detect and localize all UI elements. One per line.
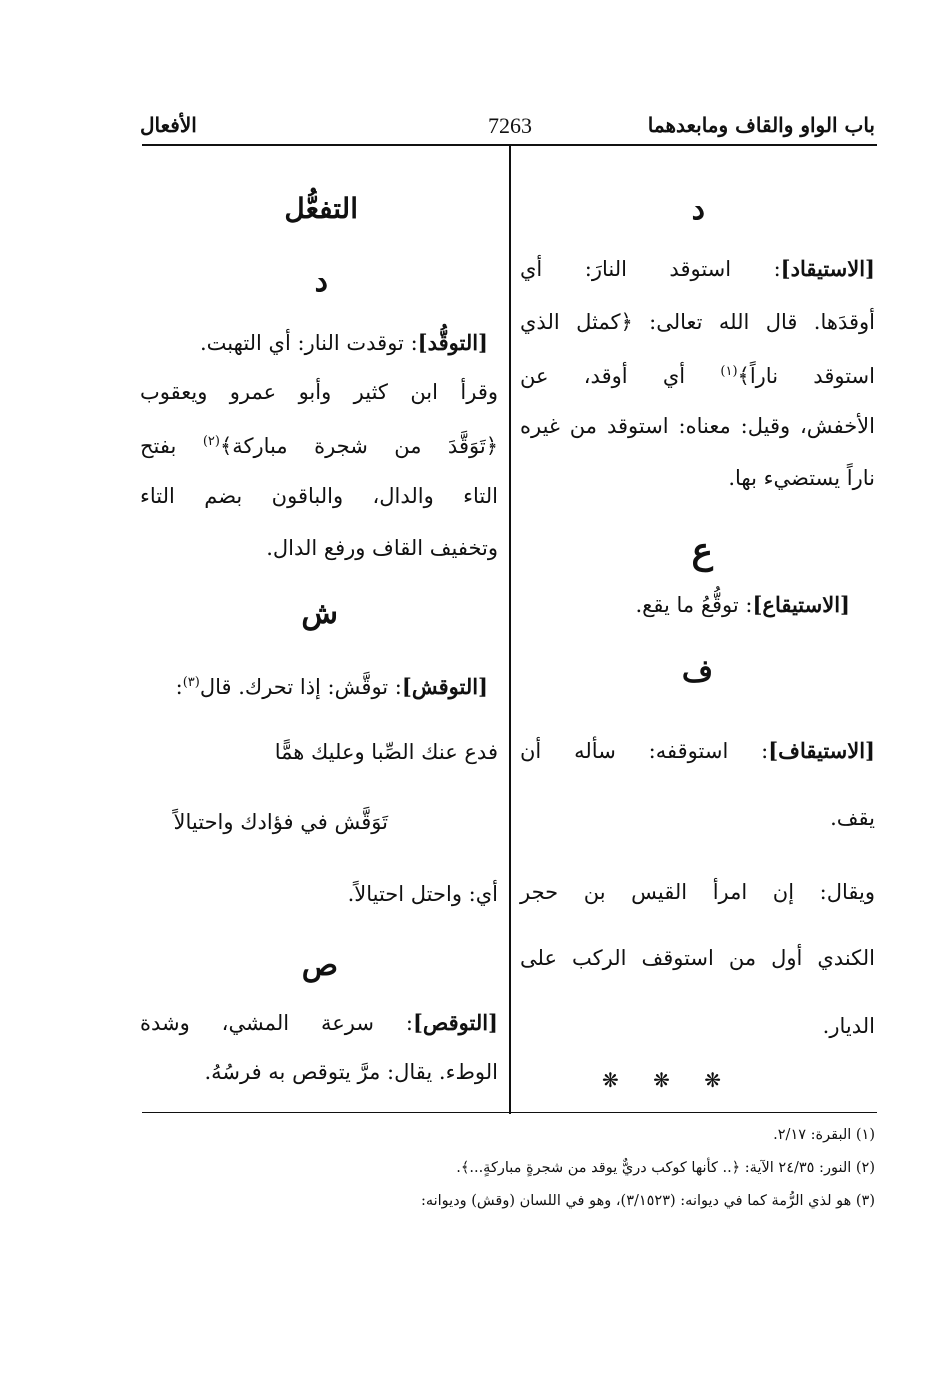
entry-istiqaf-line3: ويقال: إن امرأ القيس بن حجر [520, 880, 875, 904]
footnote-ref-2: (٢) [202, 434, 220, 449]
entry-istiqad-line1 [520, 256, 875, 281]
entry-tawaqqud-line5: وتخفيف القاف ورفع الدال. [266, 536, 498, 560]
entry-text: : استوقفه: سأله أن [520, 739, 769, 763]
entry-istiqad-line5: ناراً يستضيء بها. [728, 466, 875, 490]
entry-istiqad-line4: الأخفش، وقيل: معناه: استوقد من غيره [520, 414, 875, 438]
entry-text: : استوقد النارَ: أي [520, 257, 781, 281]
letter-heading-d: د [691, 192, 705, 227]
entry-term: [الاستيقاع] [752, 592, 850, 617]
entry-term: [الاستيقاف] [768, 738, 875, 763]
entry-term: [التوقص] [412, 1010, 498, 1035]
verse-line2: تَوَقَّش في فؤادك واحتيالاً [173, 810, 388, 834]
footnote-2: (٢) النور: ٢٤/٣٥ الآية: ﴿.. كأنها كوكب دريٌّ يوقد من شجرةٍ مباركةٍ...﴾. [456, 1160, 875, 1176]
entry-istiqad-line3 [520, 364, 875, 388]
footnote-1: (١) البقرة: ٢/١٧. [773, 1127, 875, 1143]
footnote-rule [142, 1112, 877, 1113]
entry-istiqaf-line1 [520, 738, 875, 763]
entry-term: [الاستيقاد] [780, 256, 875, 281]
entry-text: أي أوقد، عن [520, 364, 721, 388]
entry-tawaqqus-line2: الوطء. يقال: مرَّ يتوقص به فرسُهُ. [204, 1060, 498, 1084]
entry-istiqad-line2: أوقدَها. قال الله تعالى: ﴿كمثل الذي [520, 310, 875, 334]
running-head-chapter: باب الواو والقاف ومابعدهما [647, 113, 875, 137]
entry-tawaqqud-line2: وقرأ ابن كثير وأبو عمرو ويعقوب [140, 380, 498, 404]
entry-tawaqqud-line3 [140, 434, 498, 458]
section-title: التفعُّل [284, 192, 358, 225]
entry-tawaqqus-line1 [140, 1010, 498, 1035]
entry-istiqaf-line2: يقف. [830, 806, 875, 830]
letter-heading-sh: ش [301, 596, 338, 631]
page-number: 7263 [488, 113, 532, 138]
letter-heading-f: ف [681, 654, 713, 689]
letter-heading-d: د [314, 264, 328, 299]
footnote-ref-1: (١) [720, 364, 738, 379]
running-head-section: الأفعال [140, 113, 197, 137]
entry-tawaqqud-line4: التاء والدال، والباقون بضم التاء [140, 484, 498, 508]
entry-text: ﴿تَوَقَّدَ من شجرة مباركة﴾ [219, 434, 498, 458]
entry-text: : [175, 675, 183, 699]
entry-istiqaf-line4: الكندي أول من استوقف الركب على [520, 946, 875, 970]
entry-tawaqqush-line2: أي: واحتل احتيالاً. [347, 882, 498, 906]
entry-text: استوقد ناراً﴾ [737, 364, 875, 388]
entry-term: [التوقش] [401, 674, 488, 699]
entry-text: بفتح [140, 434, 203, 458]
entry-term: [التوقُّد] [417, 330, 488, 355]
letter-heading-s: ص [301, 948, 338, 983]
entry-text: : توقُّعُ ما يقع. [635, 593, 753, 617]
entry-text: : توقدت النار: أي التهبت. [200, 331, 418, 355]
entry-tawaqqud-line1 [200, 330, 488, 355]
verse-line1: فدع عنك الصِّبا وعليك همًّا [274, 740, 498, 764]
letter-heading-ain: ع [691, 530, 713, 572]
entry-text: : سرعة المشي، وشدة [140, 1011, 413, 1035]
entry-istiqaf-line5: الديار. [822, 1014, 875, 1038]
footnote-ref-3: (٣) [182, 675, 200, 690]
entry-istiqa [636, 592, 851, 617]
column-separator [509, 146, 511, 1114]
entry-text: : توقَّش: إذا تحرك. قال [199, 675, 402, 699]
entry-tawaqqush-line1 [176, 674, 488, 699]
footnote-3: (٣) هو لذي الرُّمة كما في ديوانه: (٣/١٥٢٣)، وهو في اللسان (وقش) وديوانه: [420, 1193, 875, 1209]
section-end-stars: ❋ ❋ ❋ [602, 1068, 735, 1092]
